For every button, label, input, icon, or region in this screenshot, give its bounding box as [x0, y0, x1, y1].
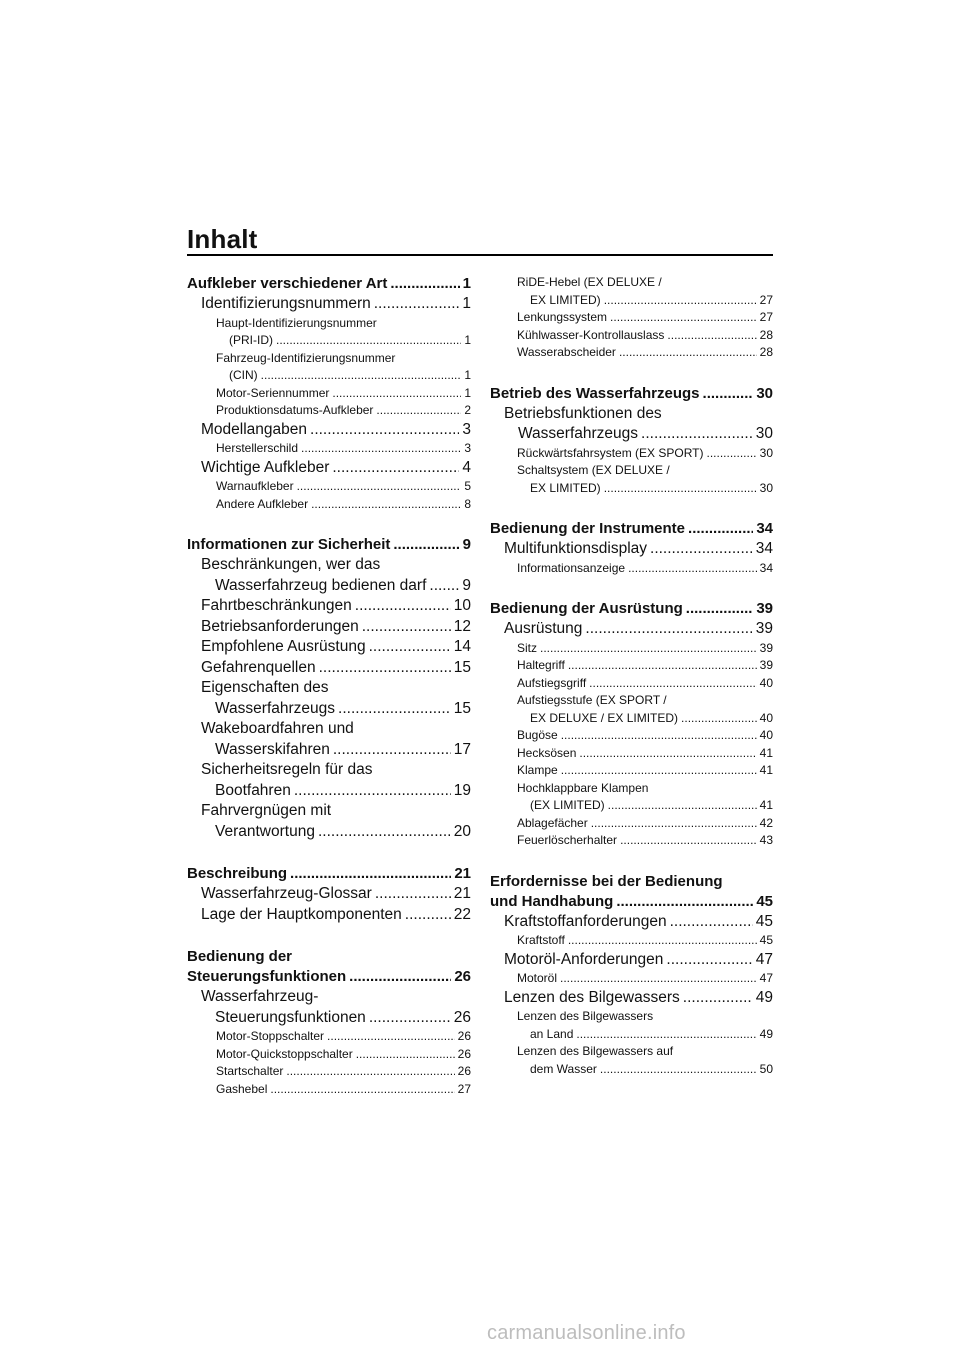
- toc-entry-label: Sicherheitsregeln für das: [201, 761, 373, 778]
- watermark: carmanualsonline.info: [487, 1322, 686, 1344]
- toc-subentry[interactable]: an Land ..... 49: [490, 1026, 773, 1044]
- toc-subentry[interactable]: Herstellerschild ..... 3: [187, 440, 471, 458]
- toc-section-heading[interactable]: Bedienung der Ausrüstung ..... 39: [490, 599, 773, 619]
- toc-entry[interactable]: Lenzen des Bilgewassers ..... 49: [490, 988, 773, 1009]
- toc-subentry[interactable]: Haltegriff ..... 39: [490, 657, 773, 675]
- toc-subentry[interactable]: Motoröl ..... 47: [490, 970, 773, 988]
- toc-entry[interactable]: Bootfahren ..... 19: [187, 781, 471, 802]
- toc-entry[interactable]: Ausrüstung ..... 39: [490, 619, 773, 640]
- toc-subentry[interactable]: dem Wasser ..... 50: [490, 1061, 773, 1079]
- toc-section-heading[interactable]: und Handhabung ..... 45: [490, 892, 773, 912]
- toc-subentry[interactable]: Startschalter ..... 26: [187, 1063, 471, 1081]
- toc-entry[interactable]: Wichtige Aufkleber ..... 4: [187, 458, 471, 479]
- toc-entry-label: Lenzen des Bilgewassers: [517, 1009, 654, 1023]
- toc-subentry[interactable]: Gashebel ..... 27: [187, 1081, 471, 1099]
- toc-entry[interactable]: Identifizierungsnummern ..... 1: [187, 294, 471, 315]
- toc-entry[interactable]: Gefahrenquellen ..... 15: [187, 658, 471, 679]
- toc-column-left: [187, 274, 471, 1098]
- toc-subentry[interactable]: Motor-Stoppschalter ..... 26: [187, 1028, 471, 1046]
- toc-entry[interactable]: Lage der Hauptkomponenten ..... 22: [187, 905, 471, 926]
- toc-entry-label: Eigenschaften des: [201, 679, 329, 696]
- toc-subentry[interactable]: Rückwärtsfahrsystem (EX SPORT) ..... 30: [490, 445, 773, 463]
- toc-entry[interactable]: Betriebsanforderungen ..... 12: [187, 617, 471, 638]
- toc-subentry[interactable]: Warnaufkleber ..... 5: [187, 478, 471, 496]
- toc-entry-label: Betriebsfunktionen des: [504, 404, 662, 422]
- page-title: Inhalt: [187, 224, 258, 254]
- toc-section-heading[interactable]: Informationen zur Sicherheit ..... 9: [187, 535, 471, 555]
- toc-column-right: [490, 274, 773, 1078]
- toc-entry[interactable]: Fahrtbeschränkungen ..... 10: [187, 596, 471, 617]
- toc-subentry[interactable]: Andere Aufkleber ..... 8: [187, 496, 471, 514]
- toc-subentry[interactable]: Kühlwasser-Kontrollauslass ..... 28: [490, 327, 773, 345]
- toc-section-heading[interactable]: Beschreibung ..... 21: [187, 864, 471, 884]
- title-divider: [187, 254, 773, 256]
- toc-subentry[interactable]: Hecksösen ..... 41: [490, 745, 773, 763]
- toc-subentry[interactable]: Kraftstoff ..... 45: [490, 932, 773, 950]
- toc-subentry[interactable]: (PRI-ID) ..... 1: [187, 332, 471, 350]
- toc-section-heading[interactable]: Bedienung der Instrumente ..... 34: [490, 519, 773, 539]
- toc-section-heading[interactable]: Betrieb des Wasserfahrzeugs ..... 30: [490, 384, 773, 404]
- toc-entry[interactable]: Wasserfahrzeugs ..... 30: [490, 424, 773, 445]
- toc-entry-label: Beschränkungen, wer das: [201, 556, 381, 573]
- toc-entry[interactable]: Empfohlene Ausrüstung ..... 14: [187, 637, 471, 658]
- toc-subentry[interactable]: Lenkungssystem ..... 27: [490, 309, 773, 327]
- toc-subentry[interactable]: Produktionsdatums-Aufkleber ..... 2: [187, 402, 471, 420]
- toc-entry[interactable]: Multifunktionsdisplay ..... 34: [490, 539, 773, 560]
- toc-subentry[interactable]: Bugöse ..... 40: [490, 727, 773, 745]
- toc-section-heading[interactable]: Steuerungsfunktionen ..... 26: [187, 967, 471, 987]
- toc-subentry[interactable]: EX LIMITED) ..... 30: [490, 480, 773, 498]
- toc-subentry[interactable]: Informationsanzeige ..... 34: [490, 560, 773, 578]
- toc-entry-label: Fahrzeug-Identifizierungsnummer: [216, 350, 396, 365]
- toc-entry[interactable]: Verantwortung ..... 20: [187, 822, 471, 843]
- toc-subentry[interactable]: Motor-Seriennummer ..... 1: [187, 385, 471, 403]
- toc-entry[interactable]: Wasserfahrzeug-Glossar ..... 21: [187, 884, 471, 905]
- toc-subentry[interactable]: Klampe ..... 41: [490, 762, 773, 780]
- toc-entry-label: Haupt-Identifizierungsnummer: [216, 315, 377, 330]
- toc-subentry[interactable]: EX LIMITED) ..... 27: [490, 292, 773, 310]
- toc-subentry[interactable]: (CIN) ..... 1: [187, 367, 471, 385]
- toc-subentry[interactable]: Sitz ..... 39: [490, 640, 773, 658]
- toc-subentry[interactable]: Feuerlöscherhalter ..... 43: [490, 832, 773, 850]
- toc-entry[interactable]: Wasserskifahren ..... 17: [187, 740, 471, 761]
- toc-subentry[interactable]: Aufstiegsgriff ..... 40: [490, 675, 773, 693]
- toc-entry[interactable]: Kraftstoffanforderungen ..... 45: [490, 912, 773, 933]
- toc-subentry[interactable]: (EX LIMITED) ..... 41: [490, 797, 773, 815]
- toc-entry-label: RiDE-Hebel (EX DELUXE /: [517, 275, 662, 289]
- toc-entry[interactable]: Modellangaben ..... 3: [187, 420, 471, 441]
- toc-entry-label: Aufstiegsstufe (EX SPORT /: [517, 693, 667, 707]
- toc-section-heading-line: Erfordernisse bei der Bedienung: [490, 872, 723, 890]
- toc-entry[interactable]: Motoröl-Anforderungen ..... 47: [490, 950, 773, 971]
- toc-entry-label: Wasserfahrzeug-: [201, 988, 319, 1005]
- toc-subentry[interactable]: Motor-Quickstoppschalter ..... 26: [187, 1046, 471, 1064]
- toc-subentry[interactable]: Wasserabscheider ..... 28: [490, 344, 773, 362]
- toc-entry-label: Schaltsystem (EX DELUXE /: [517, 463, 670, 477]
- toc-section-heading-line: Bedienung der: [187, 948, 293, 965]
- toc-subentry[interactable]: Ablagefächer ..... 42: [490, 815, 773, 833]
- toc-subentry[interactable]: EX DELUXE / EX LIMITED) ..... 40: [490, 710, 773, 728]
- toc-entry[interactable]: Wasserfahrzeugs ..... 15: [187, 699, 471, 720]
- toc-entry-label: Hochklappbare Klampen: [517, 780, 649, 795]
- toc-entry[interactable]: Steuerungsfunktionen ..... 26: [187, 1008, 471, 1029]
- toc-entry-label: Lenzen des Bilgewassers auf: [517, 1044, 674, 1058]
- toc-entry[interactable]: Wasserfahrzeug bedienen darf ..... 9: [187, 576, 471, 597]
- toc-section-heading[interactable]: Aufkleber verschiedener Art ..... 1: [187, 274, 471, 294]
- toc-entry-label: Fahrvergnügen mit: [201, 802, 332, 819]
- toc-entry-label: Wakeboardfahren und: [201, 720, 354, 737]
